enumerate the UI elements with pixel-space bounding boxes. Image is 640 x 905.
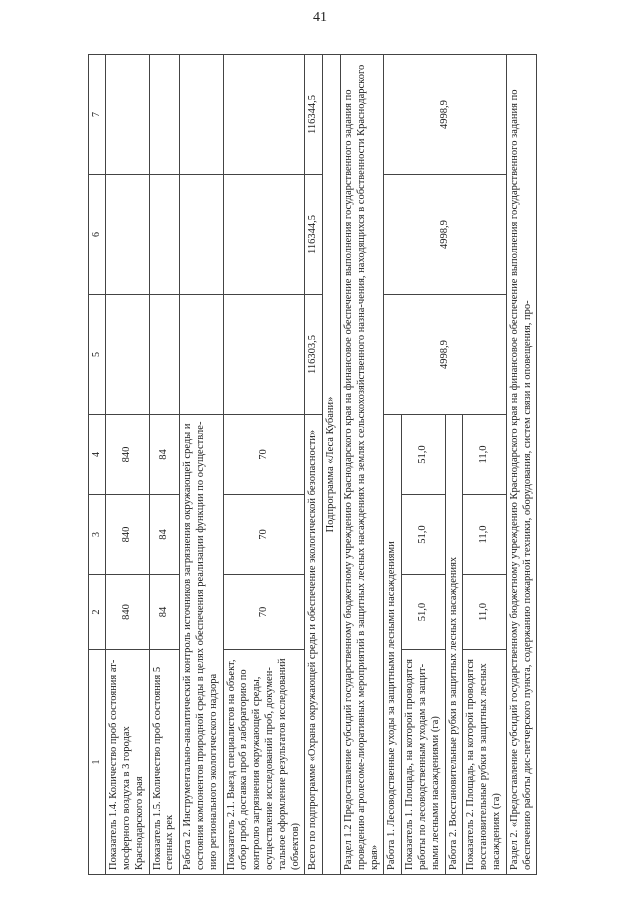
table-row: [106, 55, 149, 875]
value-cell: 51,0: [402, 415, 445, 495]
value-cell: 840: [106, 575, 149, 650]
page-number: 41: [313, 10, 327, 25]
value-cell: 84: [149, 495, 180, 575]
total-value-cell: 116344,5: [305, 55, 323, 175]
indicator-cell: Показатель 2. Площадь, на которой проводятся восстановительные рубки в защитных лесных насаждениях (га): [463, 650, 506, 875]
header-cell: 1: [89, 650, 106, 875]
total-label-cell: Всего по подпрограмме «Охрана окружающей среды и обеспечение экологической безопасности»: [305, 415, 323, 875]
value-cell: 70: [223, 495, 305, 575]
subprogram-title: Подпрограмма «Леса Кубани»: [323, 55, 341, 875]
value-cell: 70: [223, 575, 305, 650]
section-title-cell: Раздел 1.2 Предоставление субсидий государственному бюджетному учреждению Краснодарского края на финансовое обеспечение выполнения государственного задания по проведению агролесоме-лиоративных мероприятий в защитных лесных насаждениях на землях сельскохозяйственного назна-чения, находящихся в собственности Краснодарского края»: [340, 55, 383, 875]
empty-cell: [180, 55, 223, 175]
section-title-cell: Раздел 2. «Предоставление субсидий государственному бюджетному учреждению Краснодарского края на финансовое обеспечение выполнения государственного задания по обеспечению работы дис-петчерского пункта, содержанию пожарной техники, оборудования, систем связи и оповещения, про-: [506, 55, 537, 875]
value-cell: [149, 175, 180, 295]
value-cell: [223, 175, 305, 295]
data-table: [88, 54, 537, 875]
value-cell: 70: [223, 415, 305, 495]
total-value-cell: 116303,5: [305, 295, 323, 415]
table-row: [149, 55, 180, 875]
table-row: [223, 55, 305, 875]
value-cell: 11,0: [463, 495, 506, 575]
section-row: [384, 55, 402, 875]
value-cell: [149, 55, 180, 175]
value-cell: 11,0: [463, 575, 506, 650]
value-cell: [223, 295, 305, 415]
value-cell: [223, 55, 305, 175]
work-title-cell: Работа 2. Восстановительные рубки в защитных лесных насаждениях: [445, 415, 463, 875]
header-cell: 2: [89, 575, 106, 650]
empty-cell: [180, 295, 223, 415]
header-cell: 3: [89, 495, 106, 575]
section-row: [180, 55, 223, 875]
section-row: [506, 55, 537, 875]
value-cell: 11,0: [463, 415, 506, 495]
work-title-cell: Работа 1. Лесоводственные уходы за защитными лесными насаждениями: [384, 415, 402, 875]
header-cell: 6: [89, 175, 106, 295]
indicator-cell: Показатель 1.5. Количество проб состояния 5 степных рек: [149, 650, 180, 875]
rotated-table-container: [88, 55, 588, 875]
value-cell: 4998,9: [384, 295, 506, 415]
indicator-cell: Показатель 1.4. Количество проб состояния ат-мосферного воздуха в 3 городах Краснодарского края: [106, 650, 149, 875]
header-cell: 4: [89, 415, 106, 495]
work-title-cell: Работа 2. Инструментально-аналитический контроль источников загрязнения окружающей среды и состояния компонентов природной среды в целях обеспечения реализации функции по осуществле-нию регионального экологического надзора: [180, 415, 223, 875]
value-cell: [106, 175, 149, 295]
total-value-cell: 116344,5: [305, 175, 323, 295]
value-cell: 51,0: [402, 495, 445, 575]
indicator-cell: Показатель 2.1. Выезд специалистов на объект, отбор проб, доставка проб в лабораторию по контролю загрязнения окружающей среды, осуществление исследований проб, докумен-тальное оформление результатов исследований (объектов): [223, 650, 305, 875]
value-cell: 84: [149, 575, 180, 650]
value-cell: 4998,9: [384, 175, 506, 295]
value-cell: 4998,9: [384, 55, 506, 175]
value-cell: [149, 295, 180, 415]
value-cell: 84: [149, 415, 180, 495]
value-cell: 840: [106, 495, 149, 575]
table-header-row: [89, 55, 106, 875]
indicator-cell: Показатель 1. Площадь, на которой проводятся работы по лесоводственным уходам за защит-ными лесными насаждениями (га): [402, 650, 445, 875]
value-cell: 840: [106, 415, 149, 495]
section-row: [340, 55, 383, 875]
value-cell: 51,0: [402, 575, 445, 650]
total-row: [305, 55, 323, 875]
header-cell: 5: [89, 295, 106, 415]
value-cell: [106, 55, 149, 175]
value-cell: [106, 295, 149, 415]
header-cell: 7: [89, 55, 106, 175]
subprogram-row: [323, 55, 341, 875]
empty-cell: [180, 175, 223, 295]
